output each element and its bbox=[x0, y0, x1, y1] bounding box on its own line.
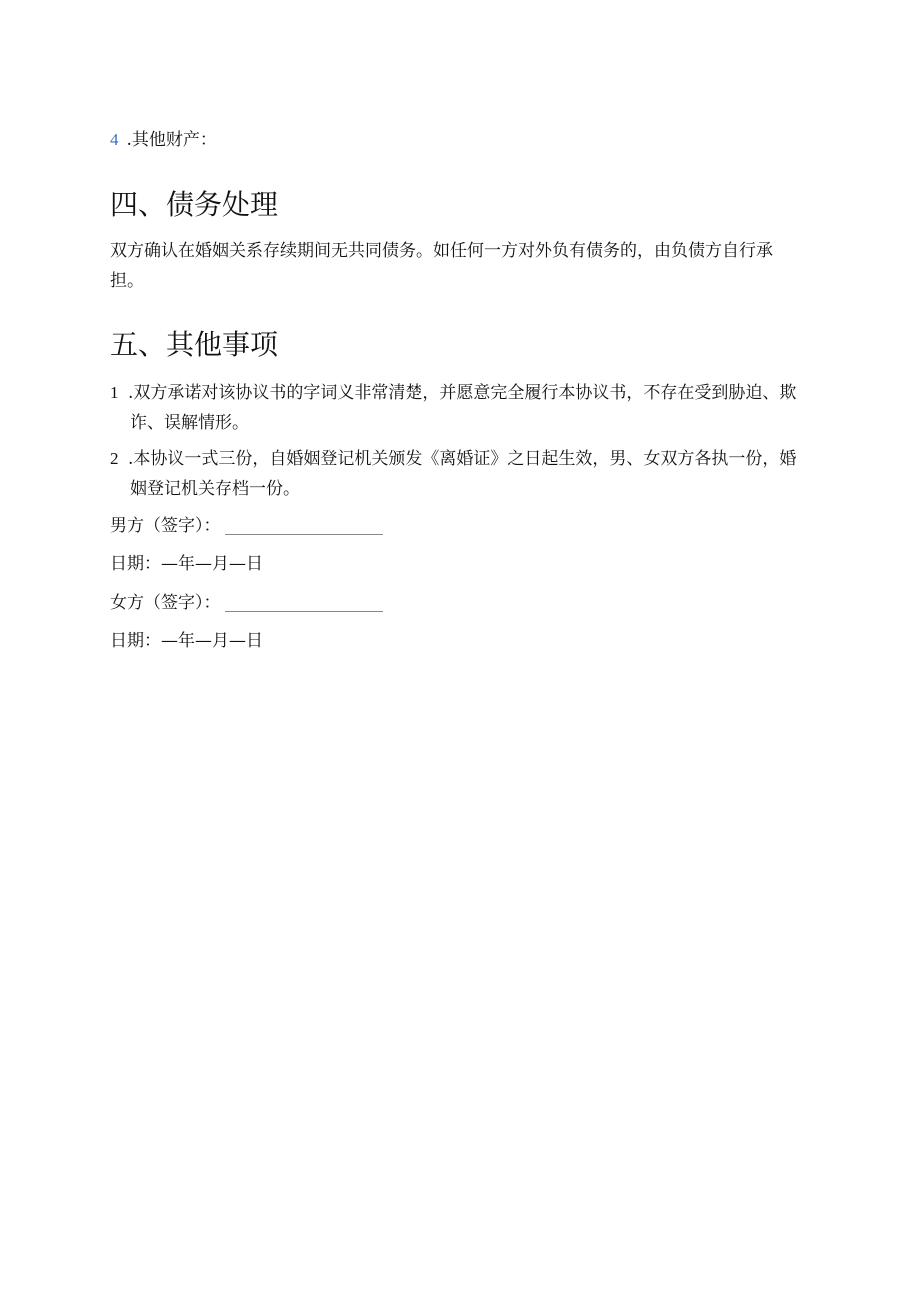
list-item bbox=[110, 444, 802, 504]
female-signature-label: 女方（签字）： bbox=[110, 593, 221, 613]
list-number: 2 bbox=[110, 449, 119, 468]
female-signature-blank[interactable] bbox=[225, 593, 383, 612]
male-signature-line bbox=[110, 513, 383, 539]
list-number: 4 bbox=[110, 130, 119, 149]
list-item-text: .双方承诺对该协议书的字词义非常清楚，并愿意完全履行本协议书，不存在受到胁迫、欺诈、误解情形。 bbox=[128, 383, 797, 433]
section-heading-debt: 四、债务处理 bbox=[110, 188, 279, 221]
list-item-text: .其他财产： bbox=[126, 130, 217, 150]
male-date-line: 日期：—年—月—日 bbox=[110, 554, 263, 574]
female-signature-line bbox=[110, 590, 383, 616]
property-item-4 bbox=[110, 128, 217, 152]
male-signature-label: 男方（签字）： bbox=[110, 516, 221, 536]
list-number: 1 bbox=[110, 383, 119, 402]
female-date-line: 日期：—年—月—日 bbox=[110, 631, 263, 651]
debt-paragraph: 双方确认在婚姻关系存续期间无共同债务。如任何一方对外负有债务的，由负债方自行承担。 bbox=[110, 241, 773, 291]
male-signature-blank[interactable] bbox=[225, 516, 383, 535]
list-item bbox=[110, 378, 802, 438]
list-item-text: .本协议一式三份，自婚姻登记机关颁发《离婚证》之日起生效，男、女双方各执一份，婚姻登记机关存档一份。 bbox=[128, 449, 797, 499]
section-heading-other-matters: 五、其他事项 bbox=[110, 328, 279, 361]
